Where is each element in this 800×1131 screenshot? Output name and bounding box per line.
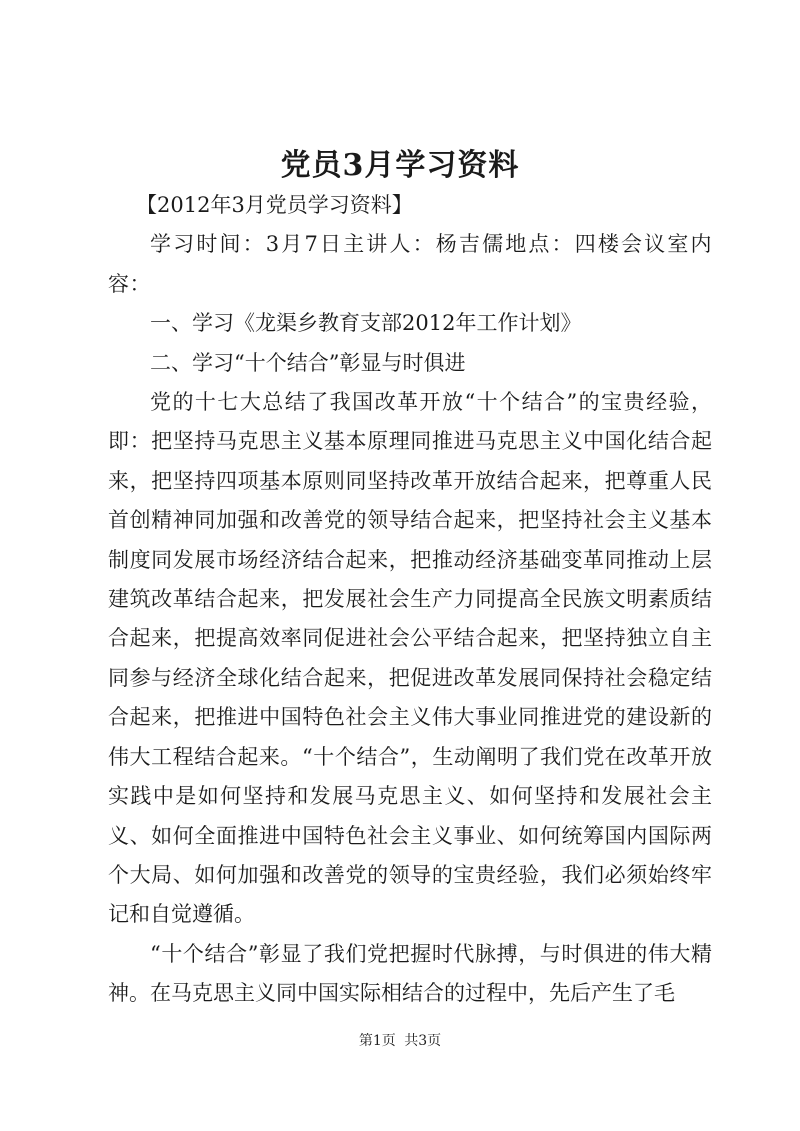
- document-body: [108, 186, 712, 1014]
- agenda-item-2: 二、学习“十个结合”彰显与时俱进: [150, 350, 466, 375]
- body-paragraph: 党的十七大总结了我国改革开放“十个结合”的宝贵经验，即：把坚持马克思主义基本原理同推进马克思主义中国化结合起来，把坚持四项基本原则同坚持改革开放结合起来，把尊重人民首创精神同加强和改善党的领导结合起来，把坚持社会主义基本制度同发展市场经济结合起来，把推动经济基础变革同推动上层建筑改革结合起来，把发展社会生产力同提高全民族文明素质结合起来，把提高效率同促进社会公平结合起来，把坚持独立自主同参与经济全球化结合起来，把促进改革发展同保持社会稳定结合起来，把推进中国特色社会主义伟大事业同推进党的建设新的伟大工程结合起来。“十个结合”，生动阐明了我们党在改革开放实践中是如何坚持和发展马克思主义、如何坚持和发展社会主义、如何全面推进中国特色社会主义事业、如何统筹国内国际两个大局、如何加强和改善党的领导的宝贵经验，我们必须始终牢记和自觉遵循。: [108, 390, 712, 927]
- page-total: 共3页: [404, 1033, 442, 1049]
- agenda-item-1: 一、学习《龙渠乡教育支部2012年工作计划》: [150, 311, 582, 336]
- document-title: 党员3月学习资料: [280, 148, 520, 183]
- body-paragraph: “十个结合”彰显了我们党把握时代脉搏，与时俱进的伟大精神。在马克思主义同中国实际相结合的过程中，先后产生了毛: [108, 941, 712, 1006]
- page-number: 第1页: [358, 1033, 396, 1049]
- page-footer: [0, 1030, 800, 1050]
- study-info-paragraph: 学习时间：3月7日主讲人：杨吉儒地点：四楼会议室内容：: [108, 232, 712, 296]
- subtitle-paragraph: 【2012年3月党员学习资料】: [136, 193, 413, 217]
